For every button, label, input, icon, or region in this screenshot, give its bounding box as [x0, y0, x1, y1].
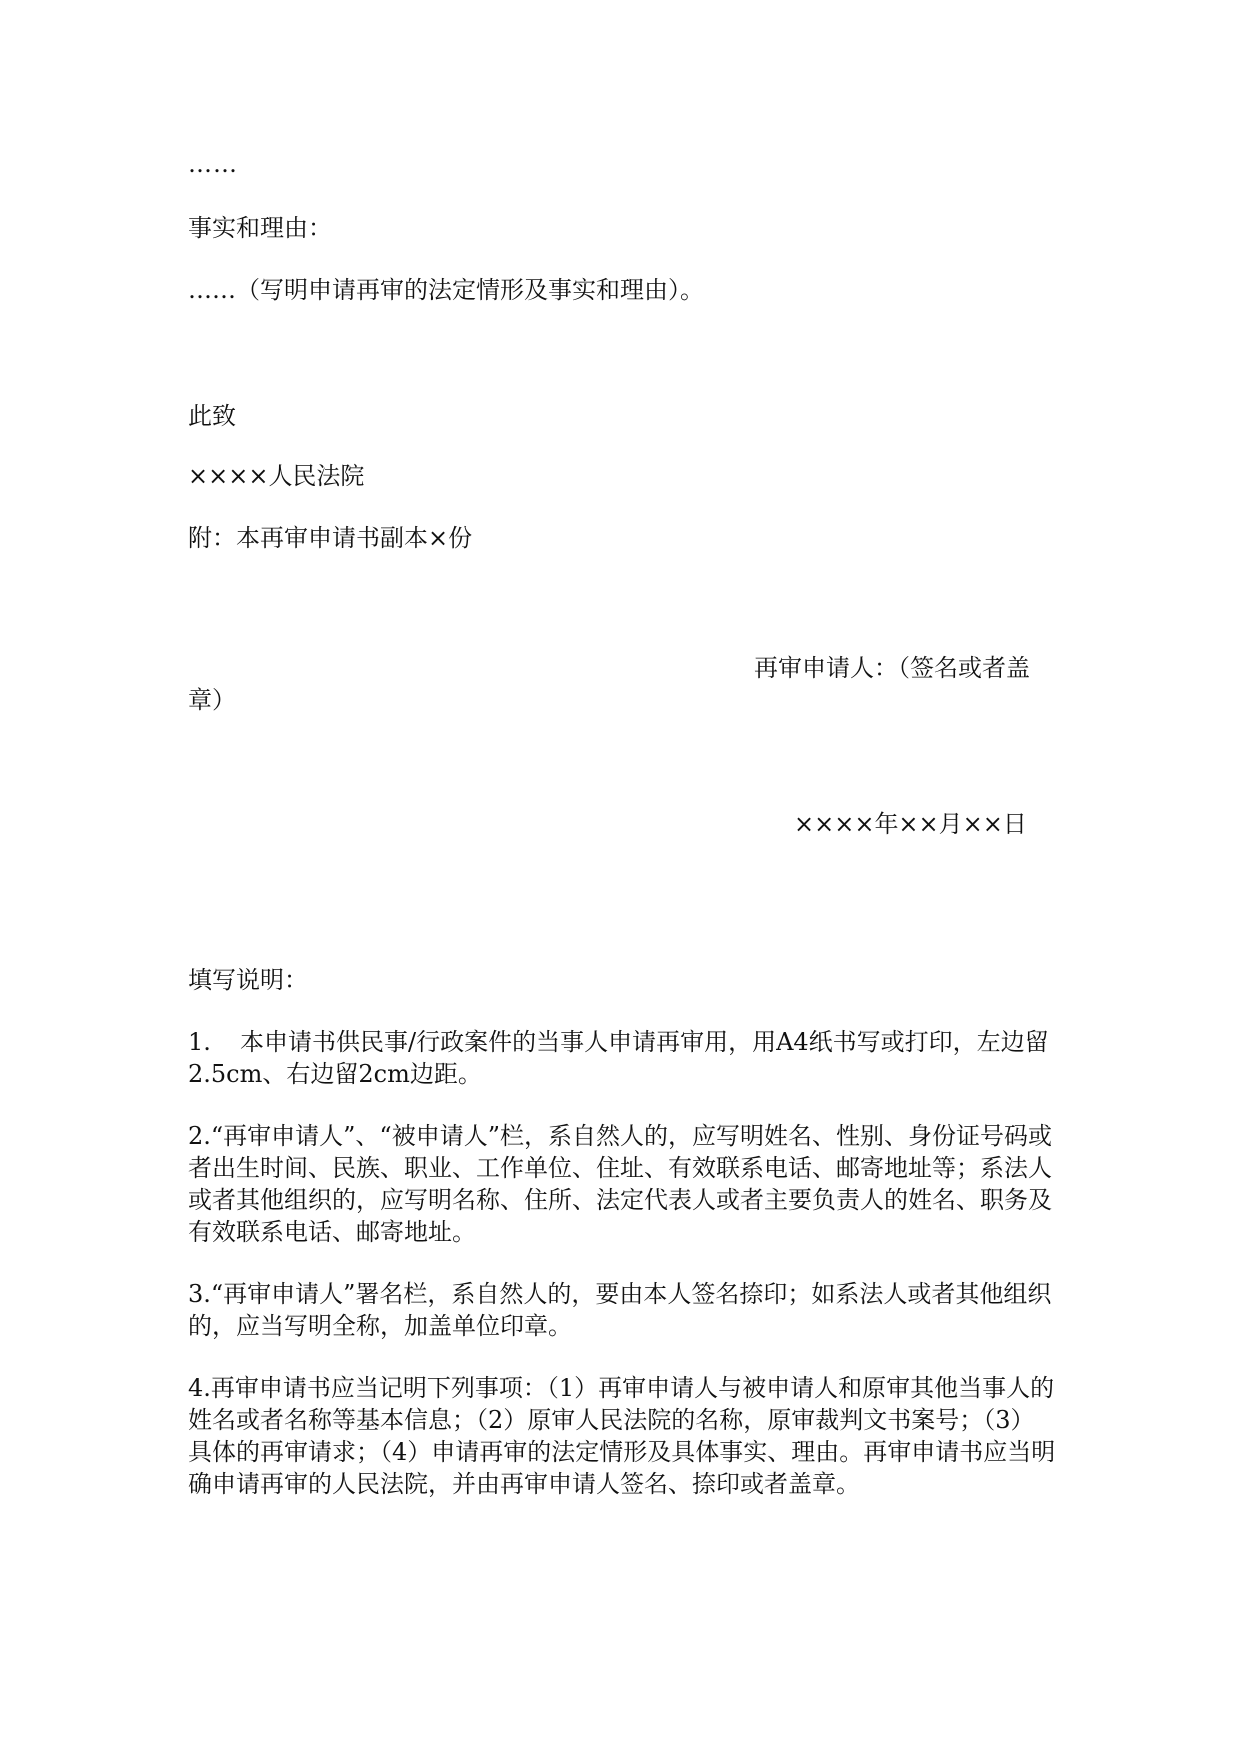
signature-line: 再审申请人：（签名或者盖章） [188, 654, 1030, 714]
instruction-item-3: 3.“再审申请人”署名栏，系自然人的，要由本人签名捺印；如系法人或者其他组织的，应当写明全称，加盖单位印章。 [188, 1280, 1052, 1340]
ellipsis-line: …… [188, 150, 238, 178]
facts-body: ……（写明申请再审的法定情形及事实和理由）。 [188, 276, 704, 304]
court-name: ××××人民法院 [188, 462, 365, 490]
instruction-item-4: 4.再审申请书应当记明下列事项：（1）再审申请人与被申请人和原审其他当事人的姓名或者名称等基本信息；（2）原审人民法院的名称，原审裁判文书案号；（3）具体的再审请求；（4）申请再审的法定情形及具体事实、理由。再审申请书应当明确申请再审的人民法院，并由再审申请人签名、捺印或者盖章。 [188, 1374, 1056, 1498]
instruction-item-2: 2.“再审申请人”、“被申请人”栏，系自然人的，应写明姓名、性别、身份证号码或者出生时间、民族、职业、工作单位、住址、有效联系电话、邮寄地址等；系法人或者其他组织的，应写明名称、住所、法定代表人或者主要负责人的姓名、职务及有效联系电话、邮寄地址。 [188, 1122, 1052, 1246]
attachment-line: 附：本再审申请书副本×份 [188, 524, 473, 552]
instruction-item-1-text: 本申请书供民事/行政案件的当事人申请再审用，用A4纸书写或打印，左边留2.5cm、右边留2cm边距。 [188, 1028, 1049, 1088]
date-line: ××××年××月××日 [794, 810, 1027, 838]
instruction-item-1 [188, 1026, 1056, 1090]
facts-heading: 事实和理由： [188, 214, 332, 242]
instructions-heading: 填写说明： [188, 966, 308, 994]
instruction-item-1-number: 1. [188, 1028, 211, 1056]
salutation: 此致 [188, 402, 236, 430]
